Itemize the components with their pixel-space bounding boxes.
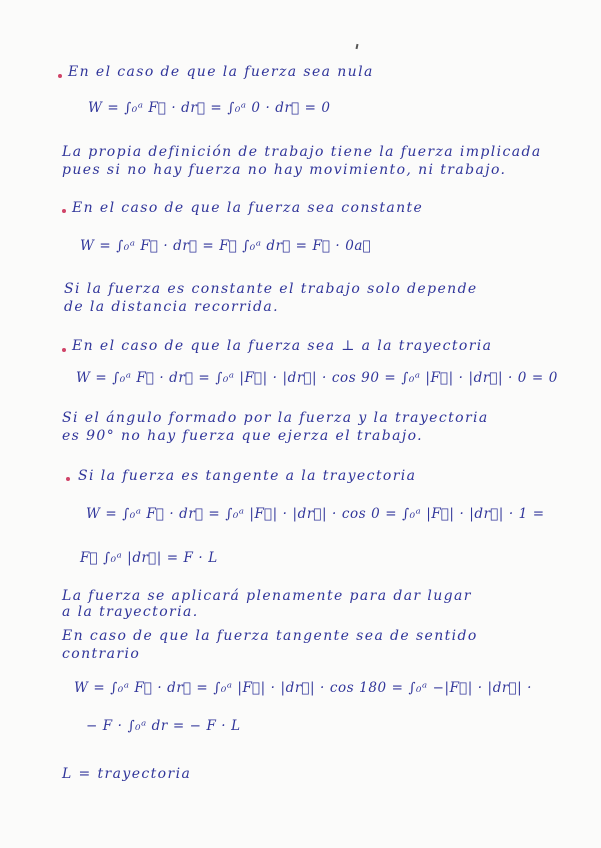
section-4-note-2: a la trayectoria. — [62, 604, 199, 620]
section-2-equation: W = ∫₀ᵃ F⃗ · dr⃗ = F⃗ ∫₀ᵃ dr⃗ = F⃗ · 0a⃗ — [80, 238, 372, 254]
section-1-note-1: La propia definición de trabajo tiene la fuerza implicada — [62, 144, 542, 160]
footnote: L = trayectoria — [62, 766, 192, 782]
section-4-note-1: La fuerza se aplicará plenamente para dar lugar — [62, 588, 472, 604]
section-2-note-1: Si la fuerza es constante el trabajo solo depende — [64, 281, 478, 297]
section-1-heading: En el caso de que la fuerza sea nula — [68, 64, 374, 80]
section-3-note-1: Si el ángulo formado por la fuerza y la trayectoria — [62, 410, 489, 426]
section-1-note-2: pues si no hay fuerza no hay movimiento, ni trabajo. — [62, 162, 507, 178]
section-4-equation-4: − F · ∫₀ᵃ dr = − F · L — [86, 718, 241, 734]
bullet-1 — [58, 74, 62, 78]
section-2-heading: En el caso de que la fuerza sea constante — [72, 200, 424, 216]
bullet-3 — [62, 348, 66, 352]
bullet-4 — [66, 477, 70, 481]
section-4-equation-3: W = ∫₀ᵃ F⃗ · dr⃗ = ∫₀ᵃ |F⃗| · |dr⃗| · cos 180 = ∫₀ᵃ −|F⃗| · |dr⃗| · — [74, 680, 533, 696]
bullet-2 — [62, 209, 66, 213]
section-4-equation-2: F⃗ ∫₀ᵃ |dr⃗| = F · L — [80, 550, 218, 566]
section-4-heading: Si la fuerza es tangente a la trayectoria — [78, 468, 417, 484]
page-mark — [356, 44, 359, 49]
section-4-note-3: En caso de que la fuerza tangente sea de sentido — [62, 628, 478, 644]
section-1-equation: W = ∫₀ᵃ F⃗ · dr⃗ = ∫₀ᵃ 0 · dr⃗ = 0 — [88, 100, 331, 116]
section-2-note-2: de la distancia recorrida. — [64, 299, 279, 315]
section-4-note-4: contrario — [62, 646, 141, 662]
section-3-equation: W = ∫₀ᵃ F⃗ · dr⃗ = ∫₀ᵃ |F⃗| · |dr⃗| · cos 90 = ∫₀ᵃ |F⃗| · |dr⃗| · 0 = 0 — [76, 370, 558, 386]
section-3-note-2: es 90° no hay fuerza que ejerza el trabajo. — [62, 428, 424, 444]
section-4-equation-1: W = ∫₀ᵃ F⃗ · dr⃗ = ∫₀ᵃ |F⃗| · |dr⃗| · cos 0 = ∫₀ᵃ |F⃗| · |dr⃗| · 1 = — [86, 506, 545, 522]
section-3-heading: En el caso de que la fuerza sea ⊥ a la trayectoria — [72, 338, 493, 354]
